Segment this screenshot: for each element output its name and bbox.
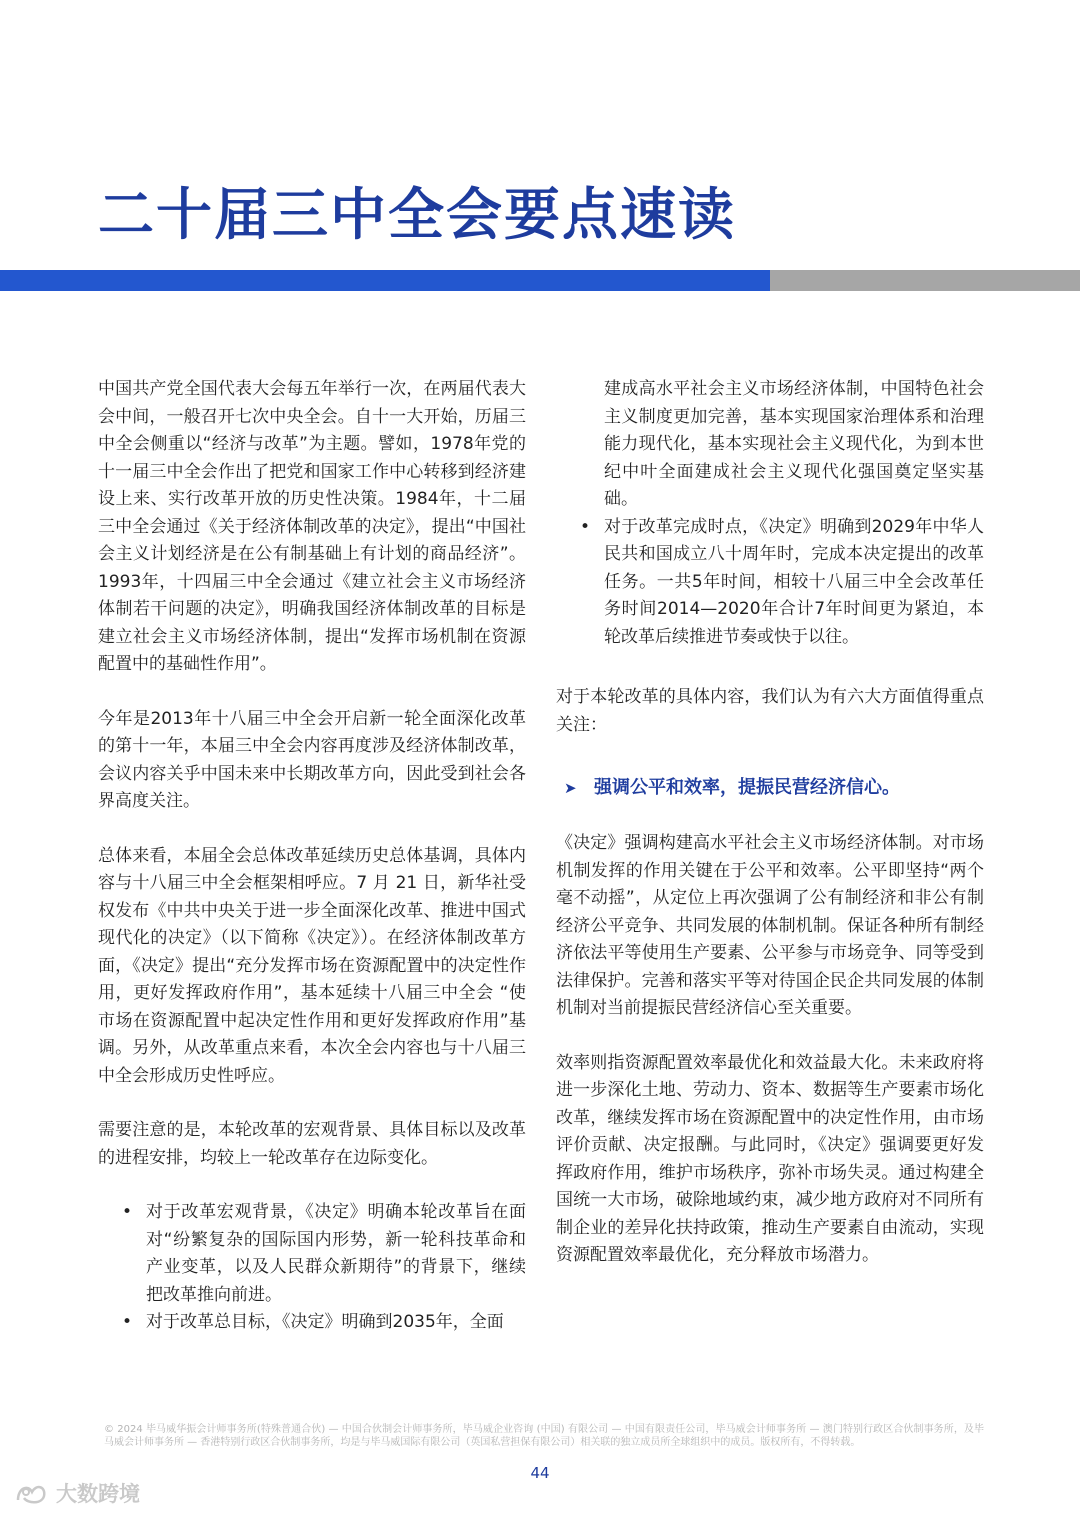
bullet-list <box>98 1199 526 1337</box>
watermark <box>14 1478 140 1508</box>
paragraph-fairness: 《决定》强调构建高水平社会主义市场经济体制。对市场机制发挥的作用关键在于公平和效率。公平即坚持“两个毫不动摇”，从定位上再次强调了公有制经济和非公有制经济公平竞争、共同发展的体制机制。保证各种所有制经济依法平等使用生产要素、公平参与市场竞争、同等受到法律保护。完善和落实平等对待国企民企共同发展的体制机制对当前提振民营经济信心至关重要。 <box>556 833 984 1018</box>
paragraph-changes: 需要注意的是，本轮改革的宏观背景、具体目标以及改革的进程安排，均较上一轮改革存在边际变化。 <box>98 1120 526 1168</box>
header-bar-blue <box>0 270 770 291</box>
arrow-right-icon: ➤ <box>564 779 577 797</box>
watermark-logo-icon <box>14 1480 50 1506</box>
paragraph-history: 中国共产党全国代表大会每五年举行一次，在两届代表大会中间，一般召开七次中央全会。自十一大开始，历届三中全会侧重以“经济与改革”为主题。譬如，1978年党的十一届三中全会作出了把党和国家工作中心转移到经济建设上来、实行改革开放的历史性决策。1984年，十二届三中全会通过《关于经济体制改革的决定》，提出“中国社会主义计划经济是在公有制基础上有计划的商品经济”。1993年，十四届三中全会通过《建立社会主义市场经济体制若干问题的决定》，明确我国经济体制改革的目标是建立社会主义市场经济体制，提出“发挥市场机制在资源配置中的基础性作用”。 <box>98 379 526 674</box>
section-subheading-text: 强调公平和效率，提振民营经济信心。 <box>594 777 900 798</box>
paragraph-this-year: 今年是2013年十八届三中全会开启新一轮全面深化改革的第十一年，本届三中全会内容再度涉及经济体制改革，会议内容关乎中国未来中长期改革方向，因此受到社会各界高度关注。 <box>98 708 526 811</box>
bullet-list <box>556 514 984 652</box>
list-item <box>98 1309 526 1337</box>
list-item-text: 对于改革宏观背景，《决定》明确本轮改革旨在面对“纷繁复杂的国际国内形势，新一轮科技革命和产业变革，以及人民群众新期待”的背景下，继续把改革推向前进。 <box>146 1202 526 1305</box>
right-column <box>556 376 984 1270</box>
section-subheading <box>556 773 984 803</box>
paragraph-overview: 总体来看，本届全会总体改革延续历史总体基调，具体内容与十八届三中全会框架相呼应。7 月 21 日，新华社受权发布《中共中央关于进一步全面深化改革、推进中国式现代化的决定》（以下简称《决定》）。在经济体制改革方面，《决定》提出“充分发挥市场在资源配置中的决定性作用，更好发挥政府作用”，基本延续十八届三中全会 “使市场在资源配置中起决定性作用和更好发挥政府作用”基调。另外，从改革重点来看，本次全会内容也与十八届三中全会形成历史性呼应。 <box>98 845 526 1086</box>
page-title: 二十届三中全会要点速读 <box>98 183 736 248</box>
paragraph-six-aspects: 对于本轮改革的具体内容，我们认为有六大方面值得重点关注： <box>556 687 984 735</box>
page-number: 44 <box>530 1464 550 1482</box>
watermark-text: 大数跨境 <box>56 1482 140 1506</box>
left-column <box>98 376 526 1337</box>
bullet-dot-icon: • <box>580 516 591 537</box>
list-item <box>98 1199 526 1309</box>
bullet-dot-icon: • <box>122 1312 133 1332</box>
list-item-text: 对于改革总目标，《决定》明确到2035年，全面 <box>146 1312 504 1332</box>
footer-copyright: © 2024 毕马威华振会计师事务所(特殊普通合伙) — 中国合伙制会计师事务所，毕马威企业咨询 (中国) 有限公司 — 中国有限责任公司，毕马威会计师事务所 — 澳门特别行政区合伙制事务所，及毕马威会计师事务所 — 香港特别行政区合伙制事务所，均是与毕马威国际有限公司（英国私营担保有限公司）相关联的独立成员所全球组织中的成员。版权所有，不得转载。 <box>104 1424 984 1448</box>
header-bar-gray <box>770 270 1080 291</box>
paragraph-efficiency: 效率则指资源配置效率最优化和效益最大化。未来政府将进一步深化土地、劳动力、资本、数据等生产要素市场化改革，继续发挥市场在资源配置中的决定性作用，由市场评价贡献、决定报酬。与此同时，《决定》强调要更好发挥政府作用，维护市场秩序，弥补市场失灵。通过构建全国统一大市场，破除地域约束，减少地方政府对不同所有制企业的差异化扶持政策，推动生产要素自由流动，实现资源配置效率最优化，充分释放市场潜力。 <box>556 1052 984 1265</box>
list-item-text: 对于改革完成时点，《决定》明确到2029年中华人民共和国成立八十周年时，完成本决定提出的改革任务。一共5年时间，相较十八届三中全会改革任务时间2014—2020年合计7年时间更为紧迫，本轮改革后续推进节奏或快于以往。 <box>604 516 984 647</box>
bullet-continuation: 建成高水平社会主义市场经济体制，中国特色社会主义制度更加完善，基本实现国家治理体系和治理能力现代化，基本实现社会主义现代化，为到本世纪中叶全面建成社会主义现代化强国奠定坚实基础。 <box>604 379 984 509</box>
bullet-dot-icon: • <box>122 1202 133 1222</box>
list-item <box>556 514 984 652</box>
